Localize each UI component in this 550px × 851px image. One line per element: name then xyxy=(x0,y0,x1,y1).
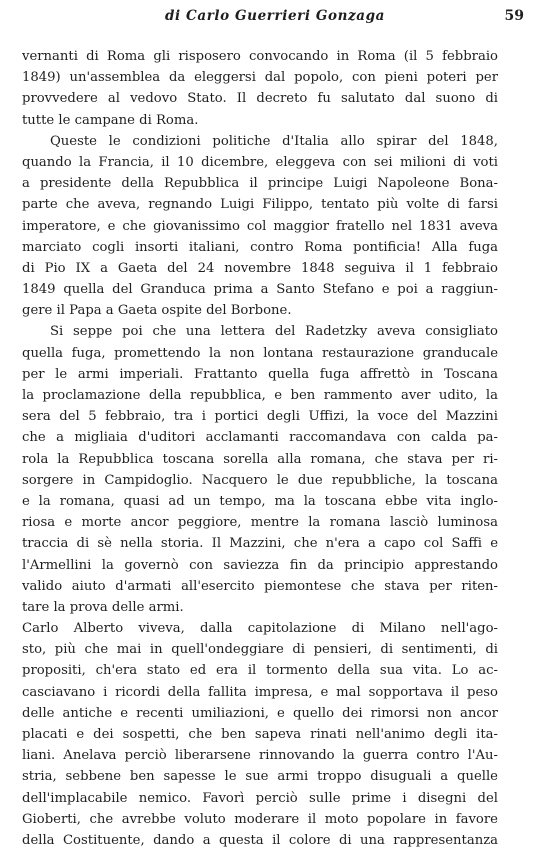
text-line: casciavano i ricordi della fallita impresa, e mal sopportava il peso xyxy=(22,684,498,700)
text-line: sorgere in Campidoglio. Nacquero le due repubbliche, la toscana xyxy=(22,472,498,488)
text-line: provvedere al vedovo Stato. Il decreto fu salutato dal suono di xyxy=(22,91,498,107)
page-number: 59 xyxy=(504,8,524,24)
text-line: vernanti di Roma gli risposero convocando in Roma (il 5 febbraio xyxy=(22,49,498,64)
text-line: della Costituente, dando a questa il colore di una rappresentanza xyxy=(22,832,498,848)
text-line: rola la Repubblica toscana sorella alla romana, che stava per ri- xyxy=(22,451,498,467)
text-line: quella fuga, promettendo la non lontana restaurazione granducale xyxy=(22,345,498,361)
text-line: 1849) un'assemblea da eleggersi dal popolo, con pieni poteri per xyxy=(22,70,498,86)
text-line: Si seppe poi che una lettera del Radetzky aveva consigliato xyxy=(50,324,498,340)
text-line: dell'implacabile nemico. Favorì perciò sulle prime i disegni del xyxy=(22,790,498,806)
text-line: parte che aveva, regnando Luigi Filippo, tentato più volte di farsi xyxy=(22,197,498,213)
text-line: stria, sebbene ben sapesse le sue armi troppo disuguali a quelle xyxy=(22,769,498,785)
text-line: la proclamazione della repubblica, e ben rammento aver udito, la xyxy=(22,388,498,403)
body-text xyxy=(22,46,498,851)
text-line: tare la prova delle armi. xyxy=(22,599,184,615)
text-line: di Pio IX a Gaeta del 24 novembre 1848 seguiva il 1 febbraio xyxy=(22,260,498,276)
text-line: Gioberti, che avrebbe voluto moderare il moto popolare in favore xyxy=(22,811,498,827)
text-line: delle antiche e recenti umiliazioni, e quello dei rimorsi non ancor xyxy=(22,705,498,721)
text-line: a presidente della Repubblica il principe Luigi Napoleone Bona- xyxy=(22,176,498,192)
text-line: sera del 5 febbraio, tra i portici degli Uffizi, la voce del Mazzini xyxy=(22,409,498,425)
text-line: che a migliaia d'uditori acclamanti raccomandava con calda pa- xyxy=(22,430,498,446)
text-line: traccia di sè nella storia. Il Mazzini, che n'era a capo col Saffi e xyxy=(22,536,498,552)
text-line: liani. Anelava perciò liberarsene rinnovando la guerra contro l'Au- xyxy=(22,748,498,764)
text-line: placati e dei sospetti, che ben sapeva rinati nell'animo degli ita- xyxy=(22,727,498,742)
text-line: e la romana, quasi ad un tempo, ma la toscana ebbe vita inglo- xyxy=(22,493,498,509)
text-line: valido aiuto d'armati all'esercito piemontese che stava per riten- xyxy=(22,578,498,594)
text-line: riosa e morte ancor peggiore, mentre la romana lasciò luminosa xyxy=(22,515,498,531)
text-line: imperatore, e che giovanissimo col maggior fratello nel 1831 aveva xyxy=(22,218,498,234)
text-line: gere il Papa a Gaeta ospite del Borbone. xyxy=(22,303,292,319)
text-line: per le armi imperiali. Frattanto quella fuga affrettò in Toscana xyxy=(22,366,498,382)
text-line: 1849 quella del Granduca prima a Santo Stefano e poi a raggiun- xyxy=(22,282,498,298)
page-header xyxy=(0,8,550,30)
text-line: sto, più che mai in quell'ondeggiare di pensieri, di sentimenti, di xyxy=(22,642,498,658)
text-line: tutte le campane di Roma. xyxy=(22,112,199,128)
text-line: Queste le condizioni politiche d'Italia allo spirar del 1848, xyxy=(50,133,498,149)
text-line: propositi, ch'era stato ed era il tormento della sua vita. Lo ac- xyxy=(22,663,498,679)
running-title: di Carlo Guerrieri Gonzaga xyxy=(164,8,386,24)
text-line: quando la Francia, il 10 dicembre, eleggeva con sei milioni di voti xyxy=(22,154,498,170)
text-line: Carlo Alberto viveva, dalla capitolazione di Milano nell'ago- xyxy=(22,621,498,637)
text-line: marciato cogli insorti italiani, contro Roma pontificia! Alla fuga xyxy=(22,239,498,255)
text-line: l'Armellini la governò con saviezza fin da principio apprestando xyxy=(22,557,498,573)
